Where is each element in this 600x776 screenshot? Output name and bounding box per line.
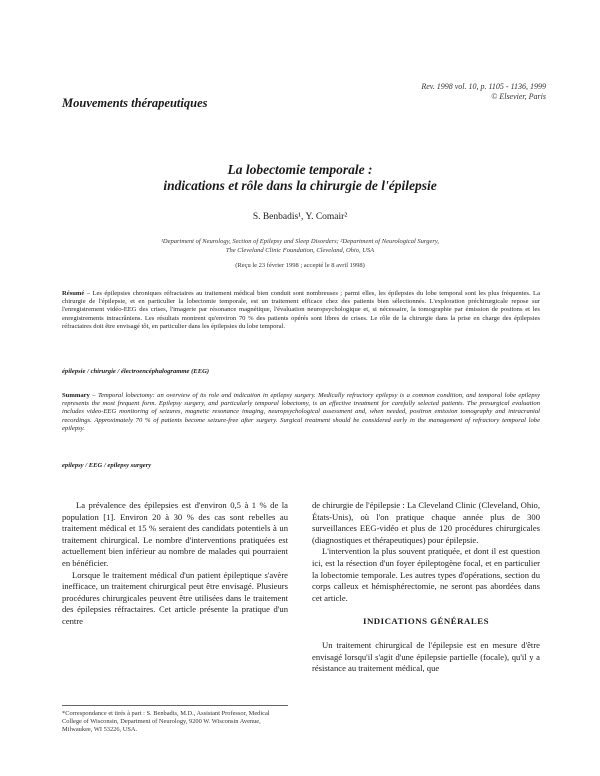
affiliations xyxy=(100,238,500,255)
section-heading-indications: INDICATIONS GÉNÉRALES xyxy=(363,616,489,626)
journal-citation: Rev. 1998 vol. 10, p. 1105 - 1136, 1999 xyxy=(421,82,546,91)
journal-citation-block xyxy=(306,82,546,102)
paragraph-intervention: L'intervention la plus souvent pratiquée, et dont il est question ici, est la résection d'un foyer épileptogène focal, et en particulier la lobectomie temporale. Les autres types d'opérations, section du corps calleux et hémisphérectomie, ne seront pas abordées dans cet article. xyxy=(312,546,540,603)
keywords-french: épilepsie / chirurgie / électroencéphalogramme (EEG) xyxy=(62,368,210,375)
journal-publisher: © Elsevier, Paris xyxy=(491,92,546,101)
title-line-1: La lobectomie temporale : xyxy=(227,162,373,177)
abstract-fr-label: Résumé xyxy=(62,290,85,297)
authors: S. Benbadis¹, Y. Comair² xyxy=(252,212,348,222)
received-date: (Reçu le 23 février 1998 ; accepté le 8 avril 1998) xyxy=(235,262,365,269)
paragraph-continuation: de chirurgie de l'épilepsie : La Cleveland Clinic (Cleveland, Ohio, États-Unis), où l'on pratique chaque année plus de 300 surveillances EEG-vidéo et plus de 120 procédures chirurgicales (diagnostiques et thérapeutiques) pour épilepsie. xyxy=(312,500,540,545)
abstract-french xyxy=(62,290,540,331)
abstract-fr-text: – Les épilepsies chroniques réfractaires au traitement médical bien conduit sont nombreuses ; parmi elles, les épilepsies du lobe temporal sont les plus fréquentes. La chirurgie de l'épilepsie, et en particulier la lobectomie temporale, est un traitement efficace chez des patients bien sélectionnés. L'exploration préchirurgicale repose sur l'enregistrement vidéo-EEG des crises, l'imagerie par résonance magnétique, l'évaluation neuropsychologique et, si nécessaire, la tomographie par émission de positons et les enregistrements intracrâniens. Les résultats montrent qu'environ 70 % des patients opérés sont libres de crises. Le rôle de la chirurgie dans la prise en charge des épilepsies réfractaires doit être envisagé tôt, en particulier dans les épilepsies du lobe temporal. xyxy=(62,290,540,330)
section-label: Mouvements thérapeutiques xyxy=(62,96,208,110)
affiliation-line-1: ¹Department of Neurology, Section of Epilepsy and Sleep Disorders; ²Department of Neurological Surgery, xyxy=(160,238,440,245)
paragraph-intro: La prévalence des épilepsies est d'environ 0,5 à 1 % de la population [1]. Environ 20 à 30 % des cas sont rebelles au traitement médical et 15 % seraient des candidats potentiels à un traitement chirurgical. Le nombre d'interventions pratiquées est actuellement bien inférieur au nombre de malades qui pourraient en bénéficier. xyxy=(62,500,288,568)
body-column-right xyxy=(312,500,540,604)
paragraph-treatment: Lorsque le traitement médical d'un patient épileptique s'avère inefficace, un traitement chirurgical peut être envisagé. Plusieurs procédures chirurgicales peuvent être utilisées dans le traitement des épilepsies réfractaires. Cet article présente la pratique d'un centre xyxy=(62,569,288,626)
abstract-en-label: Summary xyxy=(62,392,90,399)
title-line-2: indications et rôle dans la chirurgie de l'épilepsie xyxy=(163,178,437,193)
affiliation-line-2: The Cleveland Clinic Foundation, Cleveland, Ohio, USA xyxy=(225,246,375,254)
paragraph-indications: Un traitement chirurgical de l'épilepsie est en mesure d'être envisagé lorsqu'il s'agit d'une épilepsie partielle (focale), qu'il y a résistance au traitement médical, que xyxy=(312,640,540,674)
abstract-en-text: – Temporal lobectomy: an overview of its role and indication in epilepsy surgery. Medically refractory epilepsy is a common condition, and temporal lobe epilepsy represents the most frequent form. Epilepsy surgery, and particularly temporal lobectomy, is an effective treatment for carefully selected patients. The presurgical evaluation includes video-EEG monitoring of seizures, magnetic resonance imaging, neuropsychological assessment and, when needed, positron emission tomography and intracranial recordings. Approximately 70 % of patients become seizure-free after surgery. Surgical treatment should be considered early in the management of refractory temporal lobe epilepsy. xyxy=(62,392,541,432)
correspondence-footnote: *Correspondance et tirés à part : S. Benbadis, M.D., Assistant Professor, Medical College of Wisconsin, Department of Neurology, 9200 W. Wisconsin Avenue, Milwaukee, WI 53226, USA. xyxy=(62,705,288,734)
body-column-left xyxy=(62,500,288,628)
body-column-right-2 xyxy=(312,640,540,675)
article-title xyxy=(60,162,540,194)
keywords-english: epilepsy / EEG / epilepsy surgery xyxy=(62,462,152,469)
abstract-english xyxy=(62,392,540,433)
